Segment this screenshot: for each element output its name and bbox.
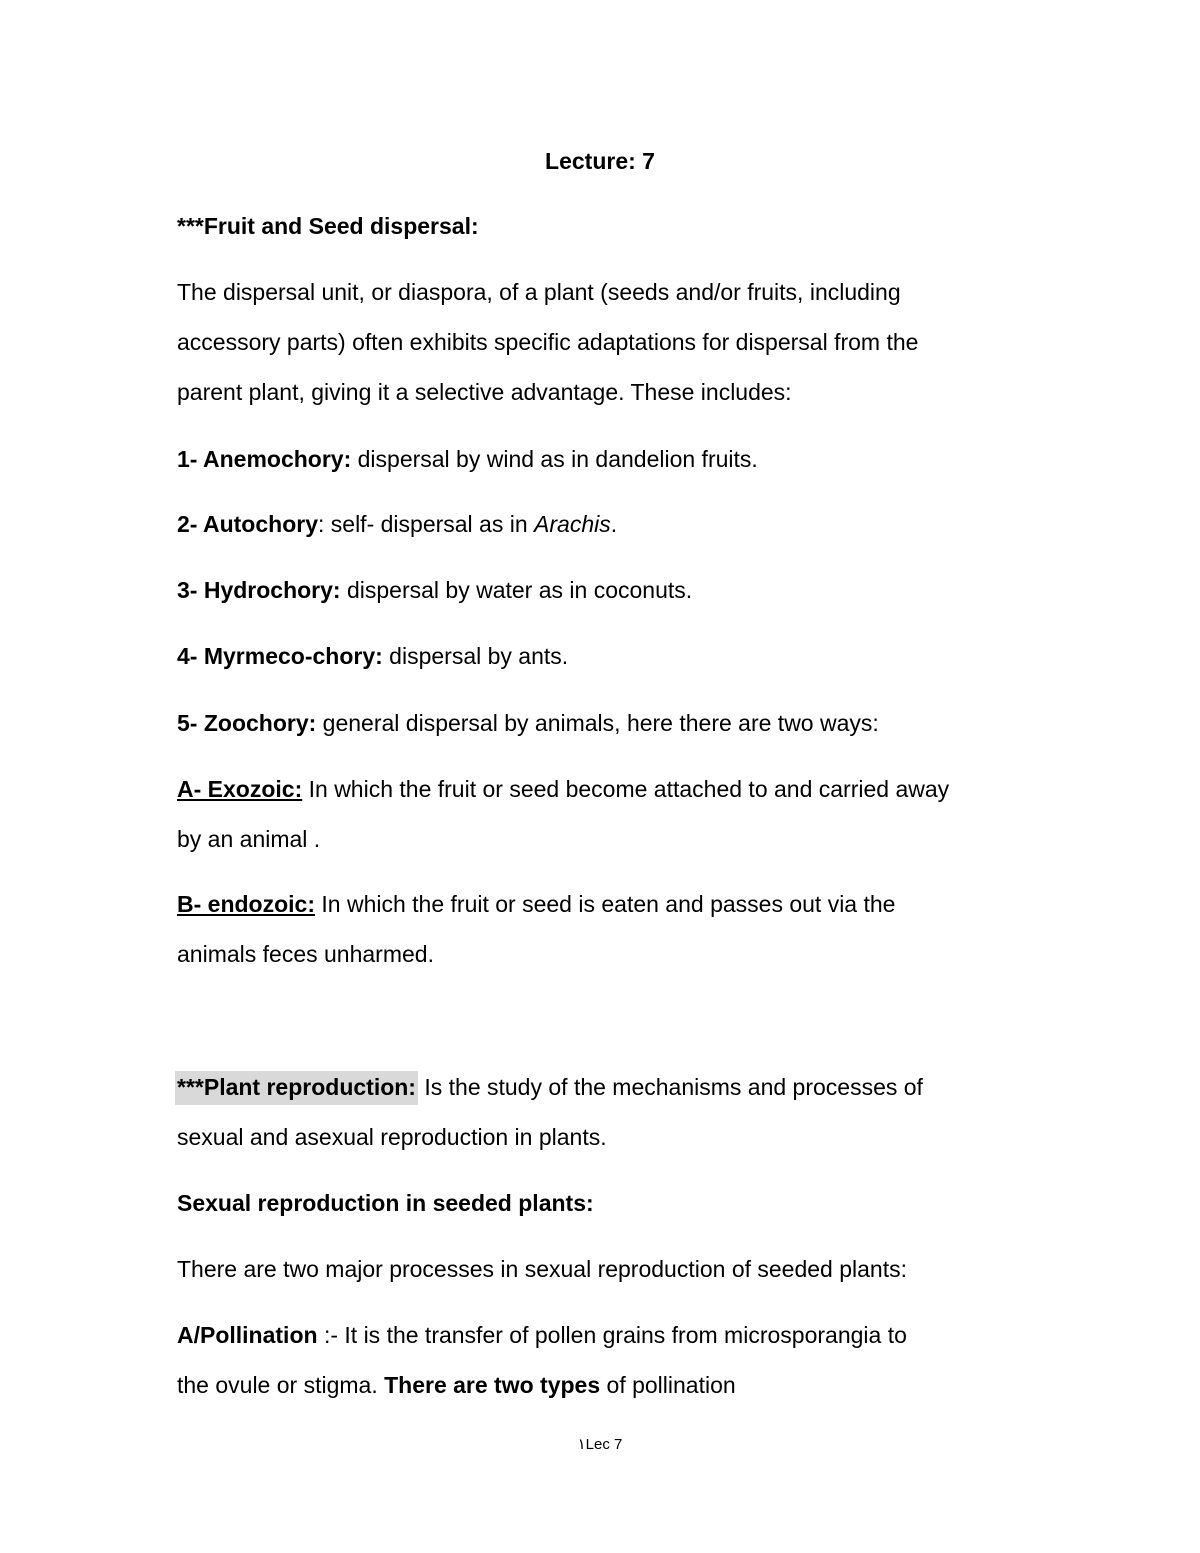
term: A/Pollination xyxy=(177,1322,318,1348)
definition: dispersal by wind as in dandelion fruits. xyxy=(351,446,758,472)
list-item-myrmecochory xyxy=(177,641,568,671)
list-item-anemochory xyxy=(177,444,758,474)
intro-line-2: accessory parts) often exhibits specific adaptations for dispersal from the xyxy=(177,329,919,355)
list-item-zoochory xyxy=(177,708,879,738)
definition: dispersal by ants. xyxy=(382,643,569,669)
sub-item-exozoic-cont: by an animal . xyxy=(177,826,321,852)
text: the ovule or stigma. xyxy=(177,1372,385,1398)
genus-name: Arachis xyxy=(534,511,611,537)
highlighted-heading: ***Plant reproduction: xyxy=(175,1071,418,1105)
term: 5- Zoochory: xyxy=(177,710,317,736)
pollination-line-1 xyxy=(177,1320,907,1350)
section-heading-dispersal: ***Fruit and Seed dispersal: xyxy=(177,213,479,239)
definition: Is the study of the mechanisms and processes of xyxy=(417,1074,923,1100)
definition: dispersal by water as in coconuts. xyxy=(340,577,693,603)
reproduction-line-2: sexual and asexual reproduction in plants. xyxy=(177,1124,607,1150)
sub-item-endozoic-cont: animals feces unharmed. xyxy=(177,941,434,967)
term: 3- Hydrochory: xyxy=(177,577,341,603)
section-heading-reproduction xyxy=(175,1072,923,1102)
definition: : self- dispersal as in xyxy=(318,511,535,537)
term: B- endozoic: xyxy=(177,891,315,917)
term: 2- Autochory xyxy=(177,511,318,537)
definition: In which the fruit or seed become attached to and carried away xyxy=(302,776,950,802)
definition: In which the fruit or seed is eaten and passes out via the xyxy=(315,891,896,917)
sexual-reproduction-para: There are two major processes in sexual reproduction of seeded plants: xyxy=(177,1256,908,1282)
term: 4- Myrmeco-chory: xyxy=(177,643,383,669)
definition: :- It is the transfer of pollen grains from microsporangia to xyxy=(317,1322,907,1348)
punctuation: . xyxy=(610,511,618,537)
page-footer: ١Lec 7 xyxy=(577,1436,623,1453)
intro-line-1: The dispersal unit, or diaspora, of a plant (seeds and/or fruits, including xyxy=(177,279,901,305)
intro-line-3: parent plant, giving it a selective advantage. These includes: xyxy=(177,379,792,405)
sub-item-endozoic xyxy=(177,889,895,919)
list-item-hydrochory xyxy=(177,575,692,605)
subheading-sexual-reproduction: Sexual reproduction in seeded plants: xyxy=(177,1190,594,1216)
term: 1- Anemochory: xyxy=(177,446,352,472)
term: A- Exozoic: xyxy=(177,776,303,802)
list-item-autochory xyxy=(177,509,617,539)
page-title: Lecture: 7 xyxy=(545,148,655,174)
pollination-line-2 xyxy=(177,1370,736,1400)
text: of pollination xyxy=(600,1372,736,1398)
definition: general dispersal by animals, here there are two ways: xyxy=(316,710,879,736)
bold-text: There are two types xyxy=(384,1372,601,1398)
sub-item-exozoic xyxy=(177,774,949,804)
